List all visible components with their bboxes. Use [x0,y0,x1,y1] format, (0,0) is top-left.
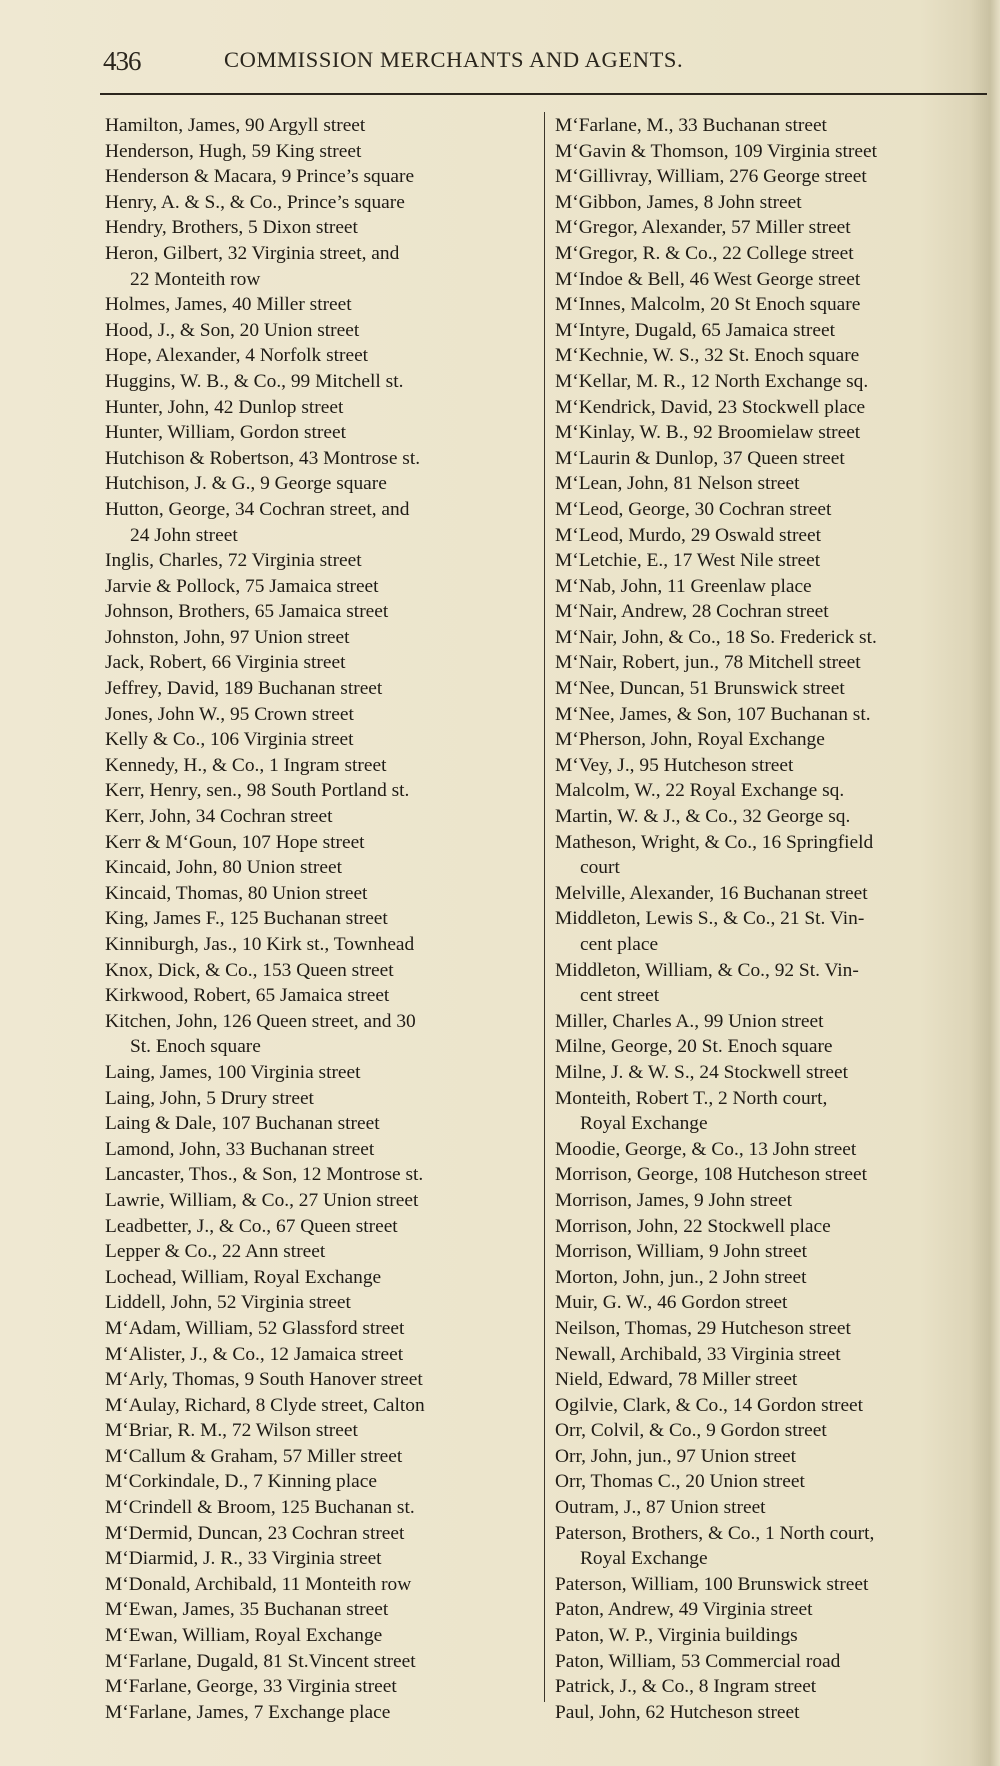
directory-entry [555,1060,995,1086]
entry-line: M‘Leod, Murdo, 29 Oswald street [555,524,822,546]
directory-entry [105,1444,535,1470]
entry-continuation: 22 Monteith row [130,268,261,290]
entry-line: Johnston, John, 97 Union street [105,626,350,648]
entry-continuation: 24 John street [130,524,238,546]
directory-entry [105,1214,535,1240]
directory-entry [555,1214,995,1240]
entry-line: Kincaid, John, 80 Union street [105,857,342,879]
entry-line: Huggins, W. B., & Co., 99 Mitchell st. [105,370,404,392]
directory-entry [105,1265,535,1291]
entry-line: Hood, J., & Son, 20 Union street [105,319,360,341]
entry-continuation: cent street [580,985,660,1007]
directory-entry [555,497,995,523]
entry-line: Hunter, William, Gordon street [105,422,346,444]
directory-entry [105,855,535,881]
entry-line: Newall, Archibald, 33 Virginia street [555,1343,841,1365]
entry-line: Kelly & Co., 106 Virginia street [105,729,354,751]
column-divider [544,112,545,1702]
entry-line: M‘Nair, John, & Co., 18 So. Frederick st. [555,626,877,648]
entry-line: M‘Lean, John, 81 Nelson street [555,473,800,495]
entry-line: M‘Letchie, E., 17 West Nile street [555,550,821,572]
directory-entry [105,1188,535,1214]
entry-line: Milne, J. & W. S., 24 Stockwell street [555,1061,849,1083]
directory-entry [555,804,995,830]
directory-entry [105,1086,535,1112]
directory-entry [105,139,535,165]
entry-line: M‘Gavin & Thomson, 109 Virginia street [555,140,877,162]
directory-entry [105,420,535,446]
directory-entry [555,1572,995,1598]
directory-entry [105,881,535,907]
directory-entry [555,574,995,600]
entry-line: Hope, Alexander, 4 Norfolk street [105,345,369,367]
entry-line: Leadbetter, J., & Co., 67 Queen street [105,1215,398,1237]
entry-line: M‘Intyre, Dugald, 65 Jamaica street [555,319,835,341]
entry-line: Middleton, Lewis S., & Co., 21 St. Vin- [555,908,865,930]
directory-entry [555,420,995,446]
entry-line: Morrison, John, 22 Stockwell place [555,1215,831,1237]
directory-entry [555,446,995,472]
directory-entry [105,1649,535,1675]
directory-entry [555,241,995,267]
header-rule [100,93,987,95]
entry-line: Moodie, George, & Co., 13 John street [555,1138,857,1160]
directory-entry [105,1060,535,1086]
directory-entry [105,292,535,318]
directory-entry [555,599,995,625]
page-number: 436 [103,46,141,76]
entry-line: Melville, Alexander, 16 Buchanan street [555,882,868,904]
directory-entry [105,804,535,830]
directory-entry [555,1649,995,1675]
entry-line: M‘Arly, Thomas, 9 South Hanover street [105,1369,423,1391]
directory-entry [555,906,995,957]
entry-line: M‘Indoe & Bell, 46 West George street [555,268,861,290]
entry-line: M‘Alister, J., & Co., 12 Jamaica street [105,1343,404,1365]
entry-line: Matheson, Wright, & Co., 16 Springfield [555,831,874,853]
directory-entry [555,343,995,369]
directory-entry [105,599,535,625]
directory-entry [555,676,995,702]
directory-entry [105,1137,535,1163]
entry-line: M‘Ewan, William, Royal Exchange [105,1625,383,1647]
entry-line: Inglis, Charles, 72 Virginia street [105,550,362,572]
directory-entry [555,958,995,1009]
entry-line: M‘Dermid, Duncan, 23 Cochran street [105,1522,405,1544]
directory-entry [105,1393,535,1419]
directory-entry [105,1495,535,1521]
directory-entry [105,1316,535,1342]
directory-entry [555,1137,995,1163]
directory-entry [555,215,995,241]
entry-line: M‘Corkindale, D., 7 Kinning place [105,1471,377,1493]
entry-line: Morton, John, jun., 2 John street [555,1266,807,1288]
directory-entry [555,1239,995,1265]
entry-line: Lancaster, Thos., & Son, 12 Montrose st. [105,1164,424,1186]
entry-line: Hutchison, J. & G., 9 George square [105,473,387,495]
entry-line: Kerr, John, 34 Cochran street [105,806,333,828]
entry-line: Nield, Edward, 78 Miller street [555,1369,798,1391]
directory-entry [555,1086,995,1137]
entry-line: Kirkwood, Robert, 65 Jamaica street [105,985,390,1007]
directory-entry [105,548,535,574]
directory-entry [555,318,995,344]
entry-line: Henderson, Hugh, 59 King street [105,140,362,162]
entry-line: Paton, William, 53 Commercial road [555,1650,841,1672]
directory-entry [555,1597,995,1623]
entry-line: Jack, Robert, 66 Virginia street [105,652,346,674]
entry-line: M‘Callum & Graham, 57 Miller street [105,1445,403,1467]
directory-entry [555,395,995,421]
directory-entry [105,932,535,958]
entry-line: M‘Gregor, Alexander, 57 Miller street [555,217,851,239]
directory-entry [555,1393,995,1419]
entry-line: Kitchen, John, 126 Queen street, and 30 [105,1010,416,1032]
entry-line: M‘Adam, William, 52 Glassford street [105,1317,405,1339]
directory-entry [105,1111,535,1137]
right-column [555,113,995,1725]
entry-line: Paterson, William, 100 Brunswick street [555,1573,869,1595]
directory-entry [555,753,995,779]
directory-entry [105,113,535,139]
entry-line: M‘Crindell & Broom, 125 Buchanan st. [105,1497,415,1519]
entry-line: M‘Gillivray, William, 276 George street [555,166,867,188]
entry-line: Jarvie & Pollock, 75 Jamaica street [105,575,379,597]
directory-entry [105,1239,535,1265]
directory-entry [105,1597,535,1623]
entry-line: Morrison, James, 9 John street [555,1189,792,1211]
entry-line: Kerr, Henry, sen., 98 South Portland st. [105,780,410,802]
directory-entry [105,650,535,676]
entry-line: Hunter, John, 42 Dunlop street [105,396,344,418]
directory-entry [105,1521,535,1547]
entry-line: M‘Diarmid, J. R., 33 Virginia street [105,1548,382,1570]
directory-entry [555,1162,995,1188]
directory-entry [105,369,535,395]
entry-line: M‘Nee, James, & Son, 107 Buchanan st. [555,703,871,725]
directory-entry [105,1009,535,1060]
directory-entry [555,190,995,216]
directory-entry [555,727,995,753]
directory-entry [105,906,535,932]
entry-line: M‘Farlane, M., 33 Buchanan street [555,115,827,136]
entry-line: Hutton, George, 34 Cochran street, and [105,498,410,520]
directory-entry [105,702,535,728]
directory-entry [105,1342,535,1368]
directory-entry [105,676,535,702]
entry-line: Lepper & Co., 22 Ann street [105,1241,326,1263]
directory-entry [555,1009,995,1035]
directory-entry [105,1546,535,1572]
directory-entry [555,1342,995,1368]
directory-entry [555,830,995,881]
directory-entry [555,113,995,139]
entry-line: Patrick, J., & Co., 8 Ingram street [555,1676,817,1698]
directory-entry [555,1469,995,1495]
entry-line: M‘Kellar, M. R., 12 North Exchange sq. [555,370,869,392]
directory-entry [555,1521,995,1572]
entry-line: M‘Farlane, James, 7 Exchange place [105,1701,391,1723]
entry-line: Liddell, John, 52 Virginia street [105,1292,351,1314]
directory-entry [105,1290,535,1316]
entry-line: Miller, Charles A., 99 Union street [555,1010,824,1032]
entry-line: Lamond, John, 33 Buchanan street [105,1138,375,1160]
directory-entry [555,1418,995,1444]
entry-line: Martin, W. & J., & Co., 32 George sq. [555,806,851,828]
entry-line: M‘Nab, John, 11 Greenlaw place [555,575,812,597]
directory-entry [555,267,995,293]
entry-line: Orr, Colvil, & Co., 9 Gordon street [555,1420,827,1442]
directory-entry [555,1316,995,1342]
entry-line: M‘Gregor, R. & Co., 22 College street [555,242,854,264]
directory-entry [105,1674,535,1700]
entry-continuation: court [580,857,620,879]
directory-entry [105,497,535,548]
entry-line: M‘Vey, J., 95 Hutcheson street [555,754,794,776]
directory-entry [555,1367,995,1393]
entry-line: Morrison, George, 108 Hutcheson street [555,1164,867,1186]
entry-continuation: Royal Exchange [580,1113,708,1135]
directory-entry [555,1700,995,1726]
entry-line: Paton, W. P., Virginia buildings [555,1625,798,1647]
entry-line: Hutchison & Robertson, 43 Montrose st. [105,447,421,469]
directory-entry [555,1495,995,1521]
entry-line: Kerr & M‘Goun, 107 Hope street [105,831,365,853]
directory-entry [105,1572,535,1598]
entry-line: M‘Briar, R. M., 72 Wilson street [105,1420,358,1442]
entry-line: Morrison, William, 9 John street [555,1241,807,1263]
entry-line: M‘Aulay, Richard, 8 Clyde street, Calton [105,1394,425,1416]
entry-line: M‘Farlane, Dugald, 81 St.Vincent street [105,1650,416,1672]
entry-line: M‘Kechnie, W. S., 32 St. Enoch square [555,345,860,367]
entry-line: M‘Leod, George, 30 Cochran street [555,498,832,520]
entry-line: Hamilton, James, 90 Argyll street [105,115,366,136]
entry-line: King, James F., 125 Buchanan street [105,908,388,930]
entry-line: M‘Kinlay, W. B., 92 Broomielaw street [555,422,861,444]
directory-entry [105,318,535,344]
directory-entry [555,471,995,497]
directory-entry [555,1188,995,1214]
page-header [103,38,984,78]
entry-line: Jones, John W., 95 Crown street [105,703,354,725]
directory-entry [105,727,535,753]
entry-line: Kinniburgh, Jas., 10 Kirk st., Townhead [105,934,415,955]
entry-line: Kennedy, H., & Co., 1 Ingram street [105,754,387,776]
entry-line: Laing, James, 100 Virginia street [105,1061,361,1083]
entry-continuation: St. Enoch square [130,1036,261,1058]
entry-line: Ogilvie, Clark, & Co., 14 Gordon street [555,1394,864,1416]
entry-line: Muir, G. W., 46 Gordon street [555,1292,788,1314]
directory-entry [555,650,995,676]
entry-line: Jeffrey, David, 189 Buchanan street [105,678,383,700]
directory-entry [555,778,995,804]
entry-line: Paul, John, 62 Hutcheson street [555,1701,800,1723]
directory-entry [105,215,535,241]
entry-line: Laing, John, 5 Drury street [105,1087,314,1109]
entry-line: Neilson, Thomas, 29 Hutcheson street [555,1317,851,1339]
directory-entry [105,395,535,421]
entry-line: M‘Innes, Malcolm, 20 St Enoch square [555,294,861,316]
directory-entry [555,881,995,907]
directory-entry [105,343,535,369]
entry-line: Laing & Dale, 107 Buchanan street [105,1113,380,1135]
entry-line: M‘Farlane, George, 33 Virginia street [105,1676,397,1698]
directory-entry [555,292,995,318]
entry-line: Lawrie, William, & Co., 27 Union street [105,1189,419,1211]
directory-entry [105,446,535,472]
entry-line: Orr, John, jun., 97 Union street [555,1445,797,1467]
directory-entry [555,369,995,395]
directory-entry [555,139,995,165]
entry-line: M‘Ewan, James, 35 Buchanan street [105,1599,389,1621]
directory-entry [105,778,535,804]
entry-line: M‘Nair, Andrew, 28 Cochran street [555,601,829,623]
directory-entry [555,1265,995,1291]
directory-entry [105,1700,535,1726]
entry-line: M‘Nee, Duncan, 51 Brunswick street [555,678,845,700]
entry-line: Lochead, William, Royal Exchange [105,1266,382,1288]
left-column [105,113,535,1725]
entry-line: Paterson, Brothers, & Co., 1 North court, [555,1522,875,1544]
directory-entry [105,1418,535,1444]
directory-entry [105,471,535,497]
entry-line: Paton, Andrew, 49 Virginia street [555,1599,813,1621]
directory-entry [105,1367,535,1393]
entry-line: Orr, Thomas C., 20 Union street [555,1471,805,1493]
entry-line: M‘Pherson, John, Royal Exchange [555,729,825,751]
entry-line: Henderson & Macara, 9 Prince’s square [105,166,415,188]
entry-line: M‘Gibbon, James, 8 John street [555,191,802,213]
directory-entry [105,241,535,292]
directory-entry [105,753,535,779]
running-head: COMMISSION MERCHANTS AND AGENTS. [224,47,684,72]
entry-line: Kincaid, Thomas, 80 Union street [105,882,368,904]
directory-entry [105,164,535,190]
directory-entry [555,1444,995,1470]
directory-entry [105,958,535,984]
entry-line: Holmes, James, 40 Miller street [105,294,352,316]
entry-line: Hendry, Brothers, 5 Dixon street [105,217,358,239]
directory-entry [105,983,535,1009]
entry-line: Henry, A. & S., & Co., Prince’s square [105,191,405,213]
directory-entry [105,574,535,600]
directory-entry [555,702,995,728]
entry-line: Monteith, Robert T., 2 North court, [555,1087,828,1109]
directory-entry [555,164,995,190]
directory-entry [105,830,535,856]
entry-line: Outram, J., 87 Union street [555,1497,766,1519]
directory-entry [105,190,535,216]
entry-line: Knox, Dick, & Co., 153 Queen street [105,959,394,981]
entry-line: M‘Donald, Archibald, 11 Monteith row [105,1573,412,1595]
entry-continuation: Royal Exchange [580,1548,708,1570]
directory-entry [555,548,995,574]
directory-entry [555,1674,995,1700]
directory-entry [105,1469,535,1495]
directory-entry [555,523,995,549]
directory-entry [105,1623,535,1649]
directory-entry [555,1290,995,1316]
directory-entry [105,625,535,651]
entry-line: M‘Kendrick, David, 23 Stockwell place [555,396,866,418]
entry-line: M‘Laurin & Dunlop, 37 Queen street [555,447,845,469]
entry-line: Malcolm, W., 22 Royal Exchange sq. [555,780,845,802]
directory-entry [555,1623,995,1649]
directory-entry [105,1162,535,1188]
entry-line: M‘Nair, Robert, jun., 78 Mitchell street [555,652,861,674]
entry-line: Milne, George, 20 St. Enoch square [555,1036,833,1058]
entry-line: Middleton, William, & Co., 92 St. Vin- [555,959,859,981]
directory-entry [555,1034,995,1060]
directory-entry [555,625,995,651]
entry-continuation: cent place [580,934,659,955]
entry-line: Johnson, Brothers, 65 Jamaica street [105,601,389,623]
entry-line: Heron, Gilbert, 32 Virginia street, and [105,242,400,264]
